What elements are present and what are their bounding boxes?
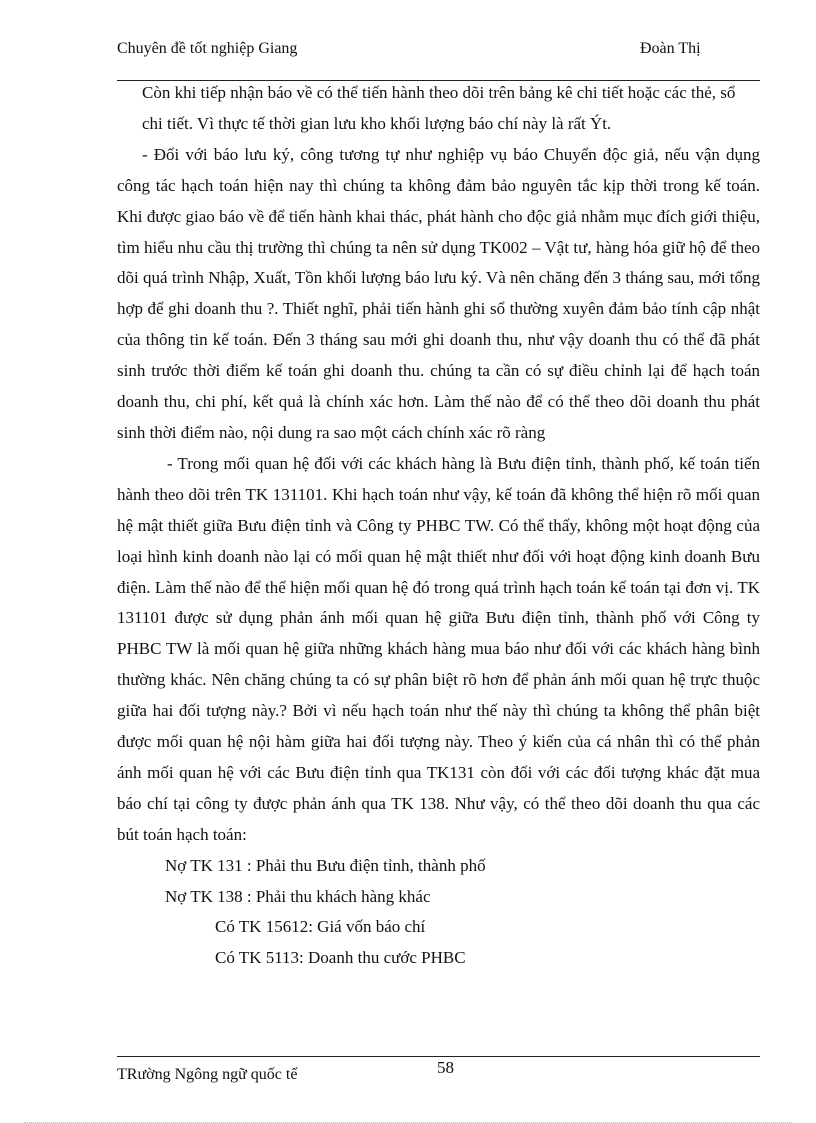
footer-left: TRường Ngông ngữ quốc tế bbox=[117, 1066, 298, 1083]
paragraph-2: - Đối với báo lưu ký, công tương tự như nghiệp vụ báo Chuyển độc giả, nếu vận dụng công tác hạch toán hiện nay thì chúng ta không đảm bảo nguyên tắc kịp thời trong kế toán. Khi được giao báo về để tiến hành khai thác, phát hành cho độc giả nhằm mục đích giới thiệu, tìm hiểu nhu cầu thị trường thì chúng ta nên sử dụng TK002 – Vật tư, hàng hóa giữ hộ để theo dõi quá trình Nhập, Xuất, Tồn khối lượng báo lưu ký. Và nên chăng đến 3 tháng sau, mới tổng hợp để ghi doanh thu ?. Thiết nghĩ, phải tiến hành ghi sổ thường xuyên đảm bảo tính cập nhật của thông tin kế toán. Đến 3 tháng sau mới ghi doanh thu, như vậy doanh thu có thể đã phát sinh trước thời điểm kế toán ghi doanh thu. chúng ta cần có sự điều chỉnh lại để hạch toán doanh thu, chi phí, kết quả là chính xác hơn. Làm thế nào để có thể theo dõi doanh thu phát sinh thời điểm nào, nội dung ra sao một cách chính xác rõ ràng bbox=[117, 144, 760, 442]
page-number: 58 bbox=[437, 1058, 454, 1077]
journal-entry-2: Nợ TK 138 : Phải thu khách hàng khác bbox=[165, 886, 431, 906]
page-header bbox=[117, 38, 760, 80]
journal-entry-1: Nợ TK 131 : Phải thu Bưu điện tỉnh, thành phố bbox=[165, 855, 486, 875]
journal-entry-4: Có TK 5113: Doanh thu cước PHBC bbox=[215, 948, 466, 968]
document-body bbox=[117, 78, 760, 974]
paragraph-1: Còn khi tiếp nhận báo về có thể tiến hành theo dõi trên bảng kê chi tiết hoặc các thẻ, sổ chi tiết. Vì thực tế thời gian lưu kho khối lượng báo chí này là rất Ýt. bbox=[142, 83, 736, 133]
header-left: Chuyên đề tốt nghiệp Giang bbox=[117, 40, 298, 57]
journal-entry-3: Có TK 15612: Giá vốn báo chí bbox=[215, 917, 426, 937]
footer-divider bbox=[117, 1056, 760, 1057]
paragraph-3: - Trong mối quan hệ đối với các khách hàng là Bưu điện tỉnh, thành phố, kế toán tiến hành theo dõi trên TK 131101. Khi hạch toán như vậy, kế toán đã không thể hiện rõ mối quan hệ mật thiết giữa Bưu điện tỉnh và Công ty PHBC TW. Có thể thấy, không một hoạt động của loại hình kinh doanh nào lại có mối quan hệ mật thiết như đối với hoạt động kinh doanh Bưu điện. Làm thế nào để thể hiện mối quan hệ đó trong quá trình hạch toán kế toán tại đơn vị. TK 131101 được sử dụng phản ánh mối quan hệ giữa Bưu điện tỉnh, thành phố với Công ty PHBC TW là mối quan hệ giữa những khách hàng mua báo như đối với các khách hàng bình thường khác. Nên chăng chúng ta có sự phân biệt rõ hơn để phản ánh mối quan hệ trực thuộc giữa hai đối tượng này.? Bởi vì nếu hạch toán như thế này thì chúng ta không thể phân biệt được mối quan hệ nội hàm giữa hai đối tượng này. Theo ý kiến của cá nhân thì có thể phản ánh mối quan hệ với các Bưu điện tỉnh qua TK131 còn đối với các đối tượng khác đặt mua báo chí tại công ty được phản ánh qua TK 138. Như vậy, có thể theo dõi doanh thu qua các bút toán hạch toán: bbox=[117, 453, 760, 844]
header-right: Đoàn Thị bbox=[640, 40, 701, 57]
